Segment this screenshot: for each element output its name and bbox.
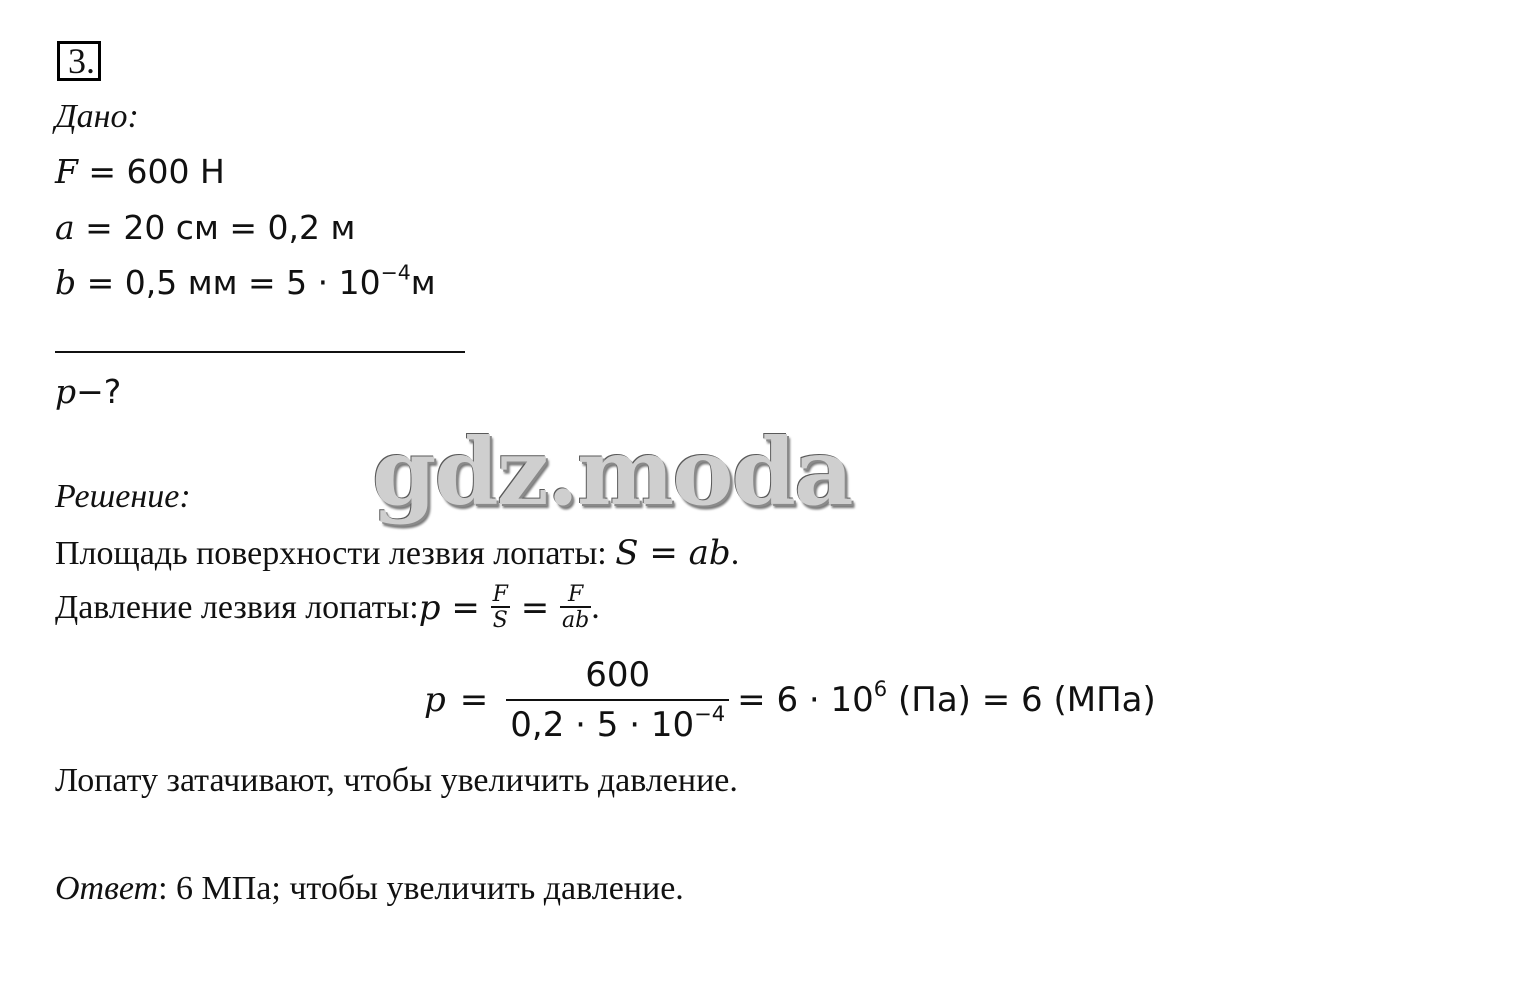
var-p: p [55,372,77,411]
frac2-den: ab [562,608,590,633]
pressure-eq1: = [440,588,491,628]
area-lhs: S [615,533,639,573]
pressure-eq2: = [509,588,560,628]
calc-den-exp: −4 [694,700,726,726]
given-force-value: = 600 Н [77,152,225,191]
given-label: Дано: [55,98,139,135]
calc-result [737,675,1156,720]
watermark: gdz.moda [372,418,852,526]
calc-den-main: 0,2 · 5 · 10 [510,705,695,745]
calc-result-tail: (Па) = 6 (МПа) [887,680,1156,720]
area-end: . [730,535,740,572]
calculation [424,655,1156,745]
given-width-b [55,260,436,302]
pressure-end: . [591,589,600,626]
pressure-text: Давление лезвия лопаты: [55,589,419,626]
area-rhs: ab [688,533,731,573]
given-b-unit: м [410,263,436,302]
fraction-F-over-ab [560,584,591,632]
calc-numerator: 600 [585,655,651,695]
answer-label: Ответ [55,870,159,907]
calc-result-main: = 6 · 10 [737,680,874,720]
given-b-value: = 0,5 мм = 5 · 10 [76,263,381,302]
given-divider [55,351,465,353]
calc-result-exp: 6 [873,675,888,701]
calc-denominator [506,699,729,745]
find-question: −? [76,372,122,411]
answer-text: : 6 МПа; чтобы увеличить давление. [158,870,684,907]
pressure-lhs: p [418,588,441,628]
calc-eq: = [459,680,489,720]
calc-fraction [506,655,729,745]
pressure-line [55,584,600,632]
answer-line [55,870,684,908]
given-length-a [55,208,355,247]
conclusion: Лопату затачивают, чтобы увеличить давление. [55,762,738,799]
var-a: a [55,208,75,247]
area-text: Площадь поверхности лезвия лопаты: [55,535,616,572]
var-b: b [55,263,77,302]
calc-lhs: p [424,680,446,720]
solution-label: Решение: [55,478,191,515]
area-eq: = [638,533,689,573]
given-b-exponent: −4 [380,260,411,285]
frac1-num: F [492,582,508,607]
var-F: F [55,152,78,191]
problem-number: 3. [57,41,101,81]
frac2-num: F [567,582,584,607]
given-a-value: = 20 см = 0,2 м [74,208,356,247]
fraction-F-over-S [491,584,510,632]
frac1-den: S [491,606,510,632]
given-force [55,152,225,191]
find-line [55,372,121,411]
area-line [55,533,739,573]
